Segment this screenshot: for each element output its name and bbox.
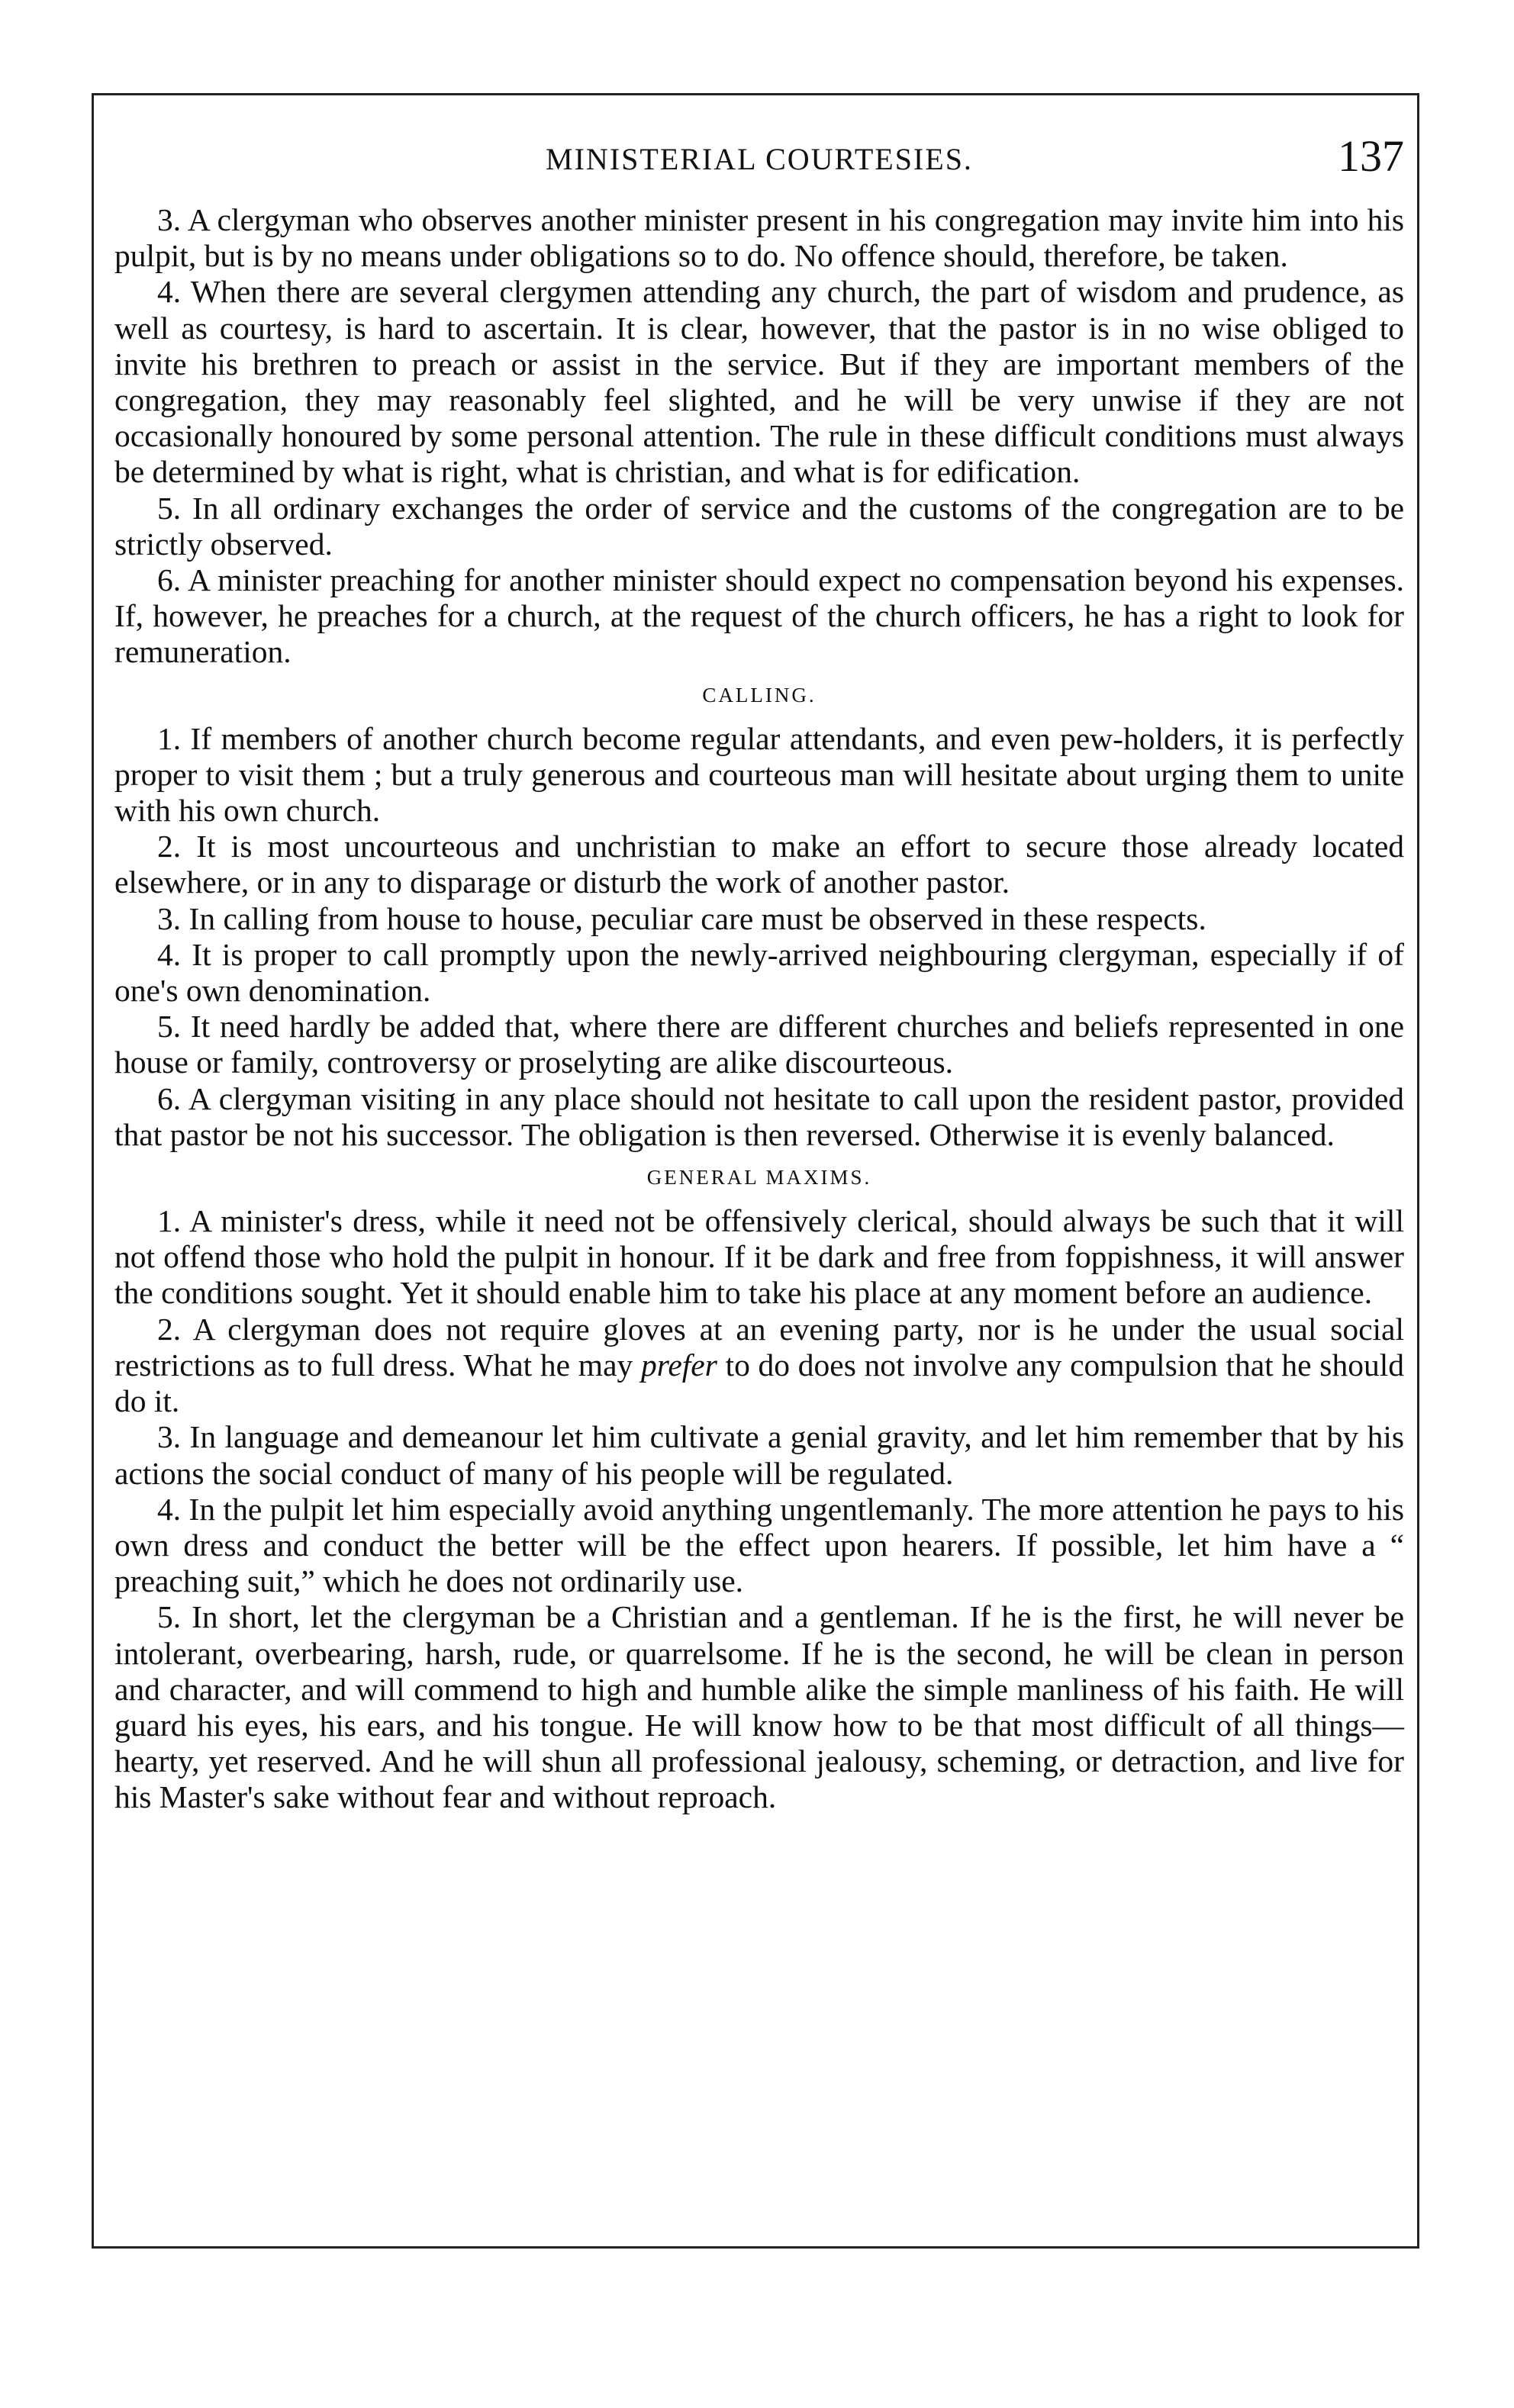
- running-head: [114, 131, 1404, 187]
- maxim-paragraph-3: 3. In language and demeanour let him cultivate a genial gravity, and let him remember that by his actions the social conduct of many of his people will be regulated.: [114, 1419, 1404, 1491]
- paragraph-4: 4. When there are several clergymen attending any church, the part of wisdom and prudence, as well as courtesy, is hard to ascertain. It is clear, however, that the pastor is in no wise obliged to invite his brethren to preach or assist in the service. But if they are important members of the congregation, they may reasonably feel slighted, and he will be very unwise if they are not occasionally honoured by some personal attention. The rule in these difficult conditions must always be determined by what is right, what is christian, and what is for edification.: [114, 274, 1404, 490]
- page-border-bottom: [92, 2246, 1419, 2249]
- maxim-2-text-start: 2. A clergyman does not require gloves at an evening party, nor is he under the usual social restrictions as to full dress. What he may: [114, 1311, 1404, 1383]
- calling-paragraph-1: 1. If members of another church become regular attendants, and even pew-holders, it is perfectly proper to visit them ; but a truly generous and courteous man will hesitate about urging them to unite with his own church.: [114, 720, 1404, 829]
- paragraph-6: 6. A minister preaching for another minister should expect no compensation beyond his expenses. If, however, he preaches for a church, at the request of the church officers, he has a right to look for remuneration.: [114, 562, 1404, 670]
- maxim-paragraph-5: 5. In short, let the clergyman be a Christian and a gentleman. If he is the first, he will never be intolerant, overbearing, harsh, rude, or quarrelsome. If he is the second, he will be clean in person and character, and will commend to high and humble alike the simple manliness of his faith. He will guard his eyes, his ears, and his tongue. He will know how to be that most difficult of all things—hearty, yet reserved. And he will shun all professional jealousy, scheming, or detraction, and live for his Master's sake without fear and without reproach.: [114, 1599, 1404, 1815]
- calling-paragraph-5: 5. It need hardly be added that, where there are different churches and beliefs represented in one house or family, controversy or proselyting are alike discourteous.: [114, 1009, 1404, 1080]
- page-border-left: [92, 93, 94, 2249]
- maxim-2-italic-word: prefer: [640, 1347, 717, 1383]
- running-title: MINISTERIAL COURTESIES.: [546, 142, 973, 176]
- paragraph-5: 5. In all ordinary exchanges the order of service and the customs of the congregation are to be strictly observed.: [114, 490, 1404, 562]
- maxim-paragraph-4: 4. In the pulpit let him especially avoid anything ungentlemanly. The more attention he pays to his own dress and conduct the better will be the effect upon hearers. If possible, let him have a “ preaching suit,” which he does not ordinarily use.: [114, 1491, 1404, 1599]
- paragraph-3: 3. A clergyman who observes another minister present in his congregation may invite him into his pulpit, but is by no means under obligations so to do. No offence should, therefore, be taken.: [114, 202, 1404, 274]
- section-heading-general-maxims: GENERAL MAXIMS.: [646, 1166, 872, 1190]
- page-number: 137: [1338, 131, 1404, 181]
- maxim-paragraph-2: [114, 1312, 1404, 1420]
- page-border-top: [92, 93, 1419, 95]
- page-border-right: [1417, 93, 1419, 2249]
- calling-paragraph-6: 6. A clergyman visiting in any place should not hesitate to call upon the resident pastor, provided that pastor be not his successor. The obligation is then reversed. Otherwise it is evenly balanced.: [114, 1080, 1404, 1152]
- section-heading-calling: CALLING.: [702, 683, 817, 707]
- maxim-2-text-end: to do does not involve any compulsion that he should do it.: [114, 1347, 1404, 1419]
- calling-paragraph-3: 3. In calling from house to house, peculiar care must be observed in these respects.: [157, 900, 1206, 936]
- calling-paragraph-4: 4. It is proper to call promptly upon the newly-arrived neighbouring clergyman, especially if of one's own denomination.: [114, 936, 1404, 1009]
- page-body: [114, 131, 1404, 1816]
- calling-paragraph-2: 2. It is most uncourteous and unchristian to make an effort to secure those already located elsewhere, or in any to disparage or disturb the work of another pastor.: [114, 829, 1404, 900]
- maxim-paragraph-1: 1. A minister's dress, while it need not be offensively clerical, should always be such that it will not offend those who hold the pulpit in honour. If it be dark and free from foppishness, it will answer the conditions sought. Yet it should enable him to take his place at any moment before an audience.: [114, 1203, 1404, 1311]
